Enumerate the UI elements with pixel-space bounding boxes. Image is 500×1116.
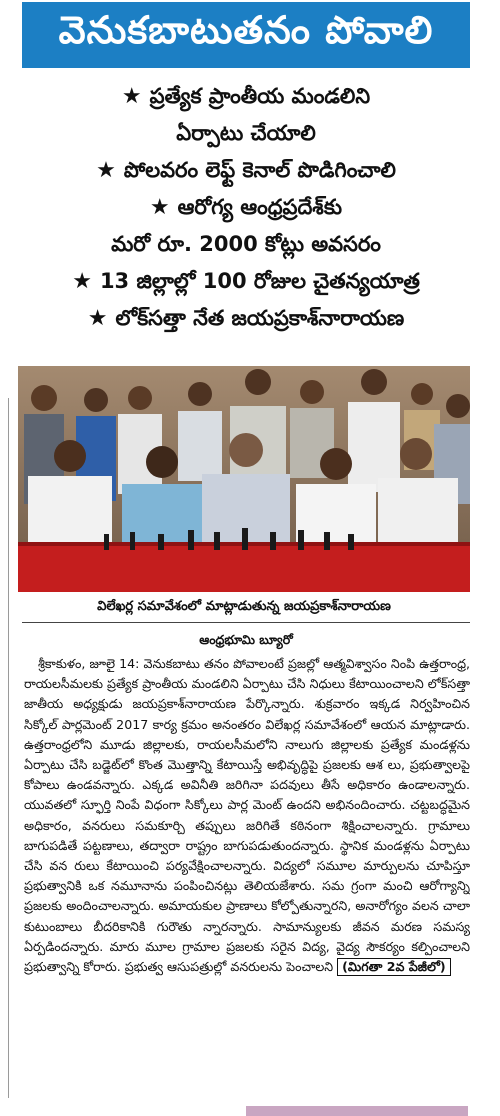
star-icon: ★ [72,269,92,294]
star-icon: ★ [87,306,108,331]
article-body [24,654,470,1106]
photo-caption: విలేఖర్ల సమావేశంలో మాట్లాడుతున్న జయప్రకాశ్‌నారాయణ [97,599,391,614]
article-text: శ్రీకాకుళం, జూలై 14: వెనుకబాటు తనం పోవాలంటే ప్రజల్లో ఆత్మవిశ్వాసం నింపి ఉత్తరాంధ్ర, రాయలసీమలకు ప్రత్యేక ప్రాంతీయ మండలిని ఏర్పాటు చేసి నిధులు కేటాయించాలని లోక్‌సత్తా జాతీయ అధ్యక్షుడు జయప్రకాశ్‌నారాయణ పేర్కొన్నారు. శుక్రవారం ఇక్కడ నిర్వహించిన సిక్కోల్ పార్లమెంట్ 2017 కార్య క్రమం అనంతరం విలేఖర్ల సమావేశంలో ఆయన మాట్లాడారు. ఉత్తరాంధ్రలోని మూడు జిల్లాలకు, రాయలసీమలోని నాలుగు జిల్లాలకు ప్రత్యేక మండళ్లను ఏర్పాటు చేసి బడ్జెట్‌లో కొంత మొత్తాన్ని కేటాయిస్తే అభివృద్ధిపై ప్రజలకు ఆశ లు, ప్రభుత్వాలపై కోపాలు ఉండవన్నారు. ఎక్కడ అవినీతి జరిగినా పదవులు తీసే అధికారం ఉండాలన్నారు. యువతలో స్ఫూర్తి నింపే విధంగా సిక్కోలు పార్ల మెంట్ ఉందని అభినందించారు. చట్టబద్ధమైన అధికారం, వనరులు సమకూర్చి తప్పులు జరిగితే కఠినంగా శిక్షించాలన్నారు. గ్రామాలు బాగుపడితే పట్టణాలు, తద్వారా రాష్ట్రం బాగుపడుతుందన్నారు. స్థానిక మండళ్లను ఏర్పాటు చేసి వన రులు కేటాయించి పర్యవేక్షించాలన్నారు. విద్యలో సమూల మార్పులను చూపిస్తూ ప్రభుత్వానికి ఒక నమూనాను పంపించినట్లు తెలియజేశారు. సమ గ్రంగా మంచి ఆరోగ్యాన్ని ప్రజలకు అందించాలన్నారు. అమాయకుల ప్రాణాలు కోల్పోతున్నారని, అనారోగ్యం వలన చాలా కుటుంబాలు బీదరికానికి గురౌతు న్నారన్నారు. సామాన్యులకు జీవన మరణ సమస్య ఏర్పడిందన్నారు. మారు మూల గ్రామాల ప్రజలకు సరైన విద్య, వైద్య సౌకర్యం కల్పించాలని ప్రభుత్వాన్ని కోరారు. ప్రభుత్వ ఆసుపత్రుల్లో వనరులను పెంచాలని [24,656,470,975]
byline: ఆంధ్రభూమి బ్యూరో [199,632,293,647]
star-icon: ★ [121,84,142,109]
press-meet-photo [18,366,470,592]
highlight-item: ★ 13 జిల్లాల్లో 100 రోజుల చైతన్యయాత్ర [72,269,420,294]
highlight-item: ఏర్పాటు చేయాలి [176,121,316,145]
highlight-item: ★ ప్రత్యేక ప్రాంతీయ మండలిని [121,84,371,109]
headline-title: వెనుకబాటుతనం పోవాలి [58,8,434,52]
column-divider [8,398,9,1098]
highlights-list [22,78,470,337]
caption-divider [22,622,470,623]
star-icon: ★ [96,158,116,183]
headline-banner [22,2,470,68]
press-meet-illustration [18,366,470,592]
continued-note: (మిగతా 2వ పేజీలో) [337,958,451,976]
highlight-item: ★ పోలవరం లెఫ్ట్ కెనాల్ పొడిగించాలి [96,158,396,183]
highlight-item: ★ ఆరోగ్య ఆంధ్రప్రదేశ్‌కు [149,195,343,220]
highlight-item: ★ లోక్‌సత్తా నేత జయప్రకాశ్‌నారాయణ [87,306,405,331]
star-icon: ★ [149,195,170,220]
highlight-item: మరో రూ. 2000 కోట్లు అవసరం [111,232,381,256]
bottom-accent-bar [246,1106,468,1116]
